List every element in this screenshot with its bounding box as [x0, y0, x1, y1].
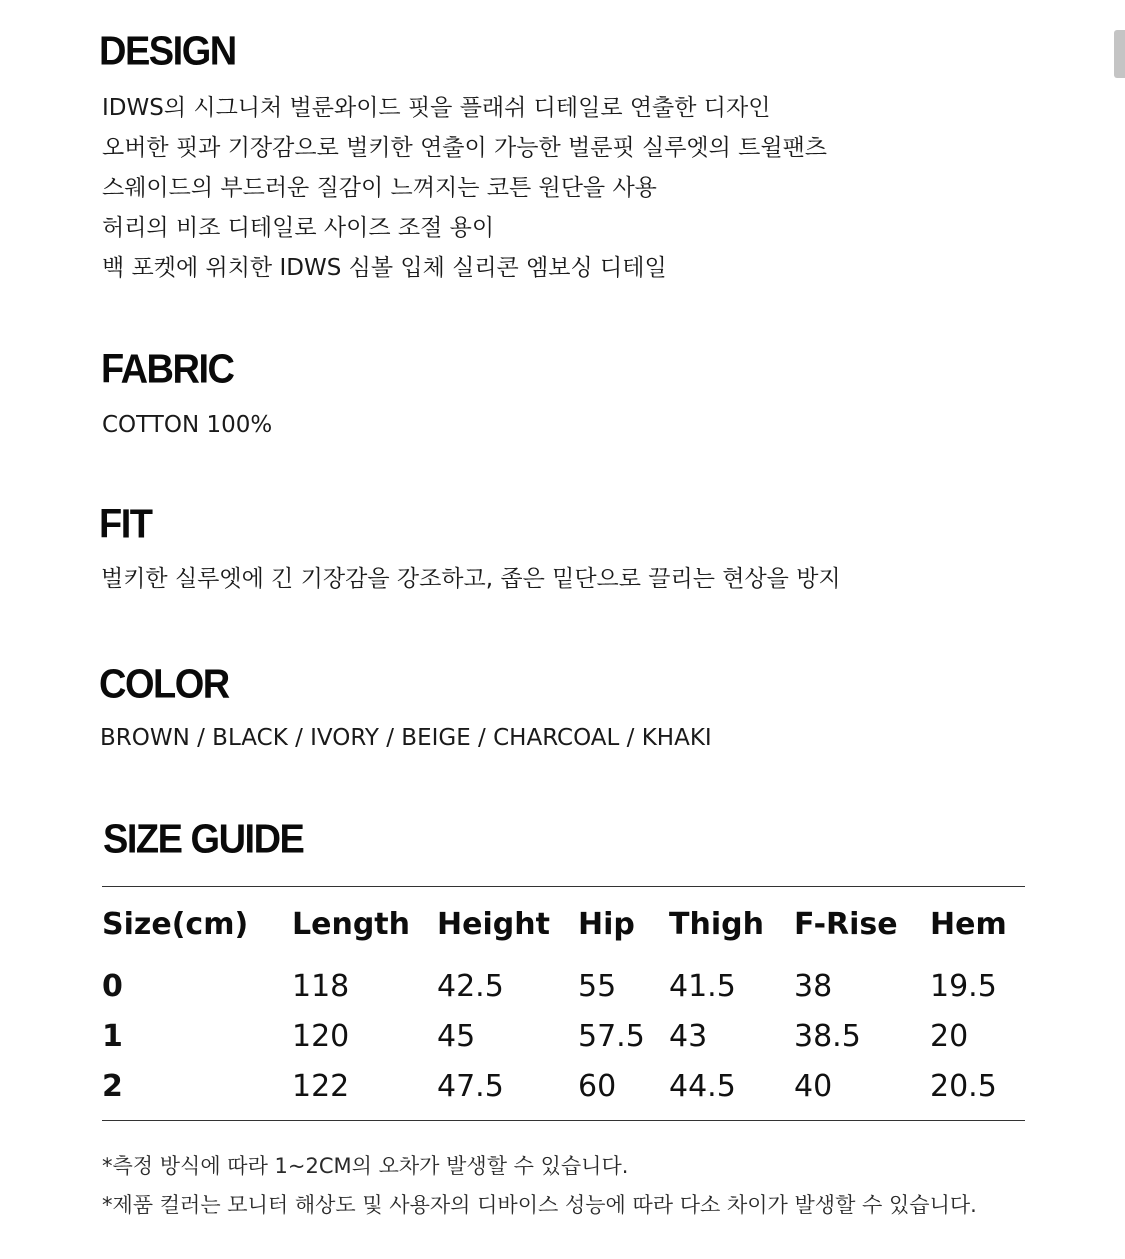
- color-heading: COLOR: [99, 661, 229, 708]
- fit-text: 벌키한 실루엣에 긴 기장감을 강조하고, 좁은 밑단으로 끌리는 현상을 방지: [101, 566, 841, 592]
- table-cell: 41.5: [669, 969, 736, 1004]
- scrollbar-thumb[interactable]: [1114, 30, 1125, 78]
- table-cell: 19.5: [930, 969, 997, 1004]
- table-cell: 45: [437, 1019, 476, 1054]
- column-header: Hem: [930, 907, 1007, 942]
- table-cell: 122: [292, 1069, 350, 1104]
- measurement-note: *측정 방식에 따라 1~2CM의 오차가 발생할 수 있습니다.: [102, 1154, 629, 1178]
- table-cell: 42.5: [437, 969, 504, 1004]
- table-cell: 118: [292, 969, 350, 1004]
- table-cell: 1: [102, 1019, 123, 1054]
- table-cell: 40: [794, 1069, 833, 1104]
- size-guide-heading: SIZE GUIDE: [103, 816, 304, 863]
- color-note: *제품 컬러는 모니터 해상도 및 사용자의 디바이스 성능에 따라 다소 차이가 발생할 수 있습니다.: [102, 1193, 977, 1217]
- column-header: Size(cm): [102, 907, 249, 942]
- column-header: Thigh: [669, 907, 764, 942]
- size-table: [102, 900, 1025, 1112]
- column-header: F-Rise: [794, 907, 898, 942]
- table-cell: 43: [669, 1019, 708, 1054]
- table-row: [102, 1062, 1025, 1112]
- table-cell: 0: [102, 969, 123, 1004]
- column-header: Height: [437, 907, 550, 942]
- design-line: 오버한 핏과 기장감으로 벌키한 연출이 가능한 벌룬핏 실루엣의 트윌팬츠: [102, 135, 828, 161]
- design-description: [102, 88, 827, 288]
- table-bottom-divider: [102, 1120, 1025, 1121]
- table-cell: 47.5: [437, 1069, 504, 1104]
- fit-heading: FIT: [99, 501, 152, 548]
- table-cell: 55: [578, 969, 617, 1004]
- design-line: 허리의 비조 디테일로 사이즈 조절 용이: [102, 215, 495, 241]
- table-cell: 38: [794, 969, 833, 1004]
- table-cell: 38.5: [794, 1019, 861, 1054]
- design-line: 스웨이드의 부드러운 질감이 느껴지는 코튼 원단을 사용: [102, 175, 657, 201]
- column-header: Length: [292, 907, 410, 942]
- table-row: [102, 962, 1025, 1012]
- color-text: BROWN / BLACK / IVORY / BEIGE / CHARCOAL / KHAKI: [100, 725, 712, 751]
- design-line: 백 포켓에 위치한 IDWS 심볼 입체 실리콘 엠보싱 디테일: [102, 255, 667, 281]
- fabric-heading: FABRIC: [101, 346, 234, 393]
- design-heading: DESIGN: [99, 28, 236, 75]
- table-row: [102, 1012, 1025, 1062]
- table-cell: 2: [102, 1069, 123, 1104]
- table-cell: 20.5: [930, 1069, 997, 1104]
- table-cell: 44.5: [669, 1069, 736, 1104]
- table-cell: 120: [292, 1019, 350, 1054]
- table-cell: 60: [578, 1069, 617, 1104]
- size-table-header: [102, 900, 1025, 962]
- table-top-divider: [102, 886, 1025, 887]
- fabric-text: COTTON 100%: [102, 412, 273, 438]
- table-cell: 57.5: [578, 1019, 645, 1054]
- table-cell: 20: [930, 1019, 969, 1054]
- design-line: IDWS의 시그니처 벌룬와이드 핏을 플래쉬 디테일로 연출한 디자인: [102, 95, 771, 121]
- column-header: Hip: [578, 907, 635, 942]
